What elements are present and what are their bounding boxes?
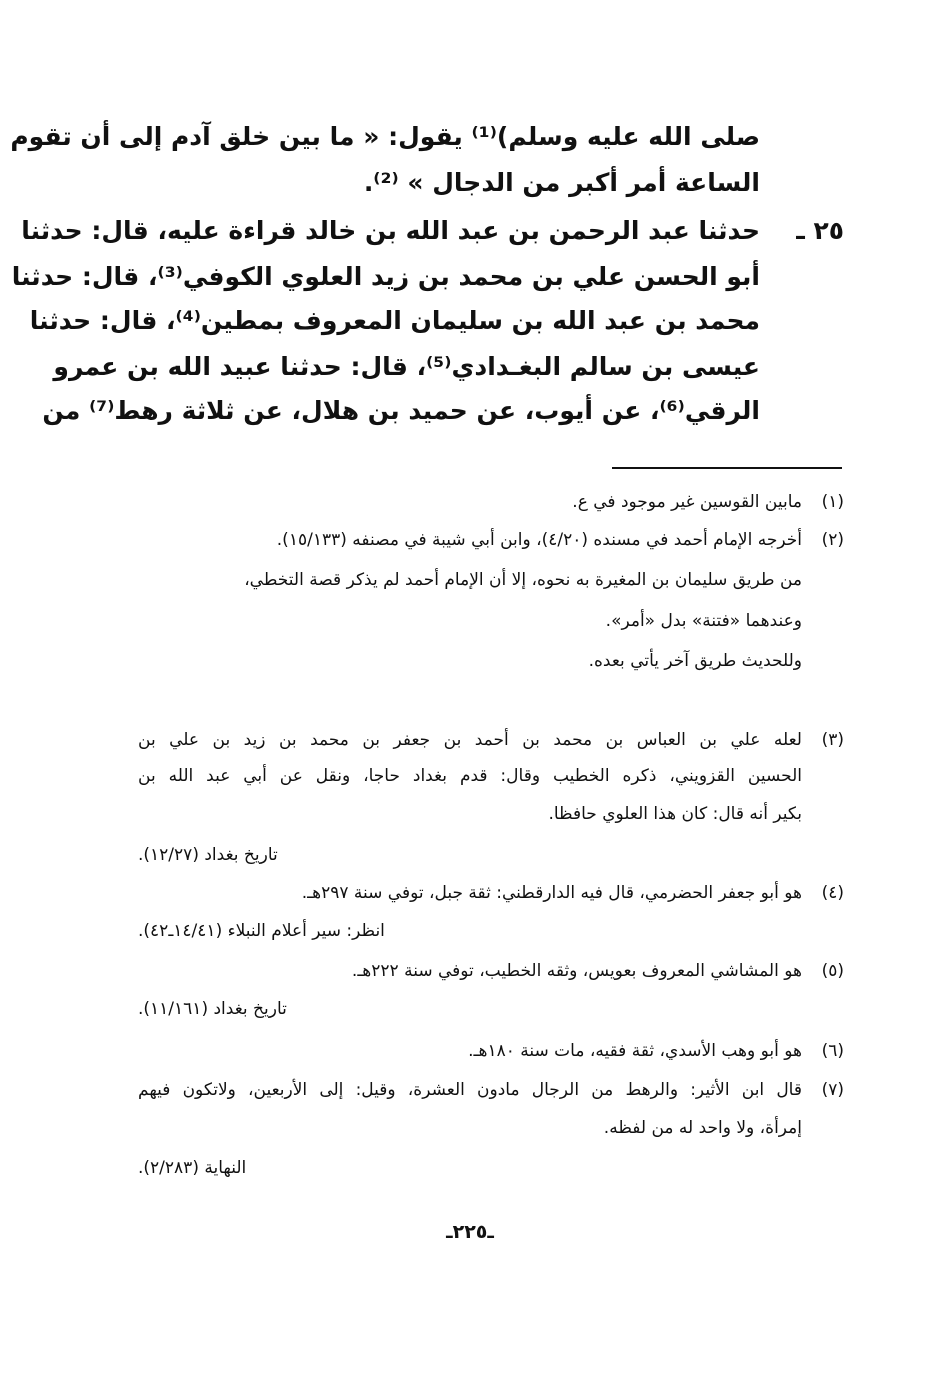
footnote-7-line-1: قال ابن الأثير: والرهط من الرجال مادون العشرة، وقيل: إلى الأربعين، ولاتكون فيهم xyxy=(138,1080,802,1100)
footnote-4-number: (٤) xyxy=(821,883,844,903)
footnote-separator xyxy=(612,467,842,469)
main-text-line-2: الساعة أمر أكبر من الدجال » ⁽²⁾. xyxy=(363,168,760,197)
footnote-3-line-1: لعله علي بن العباس بن محمد بن أحمد بن جعفر بن محمد بن زيد بن علي بن xyxy=(138,730,802,750)
footnote-2-line-3: وعندهما «فتنة» بدل «أمر». xyxy=(605,611,802,631)
footnote-4-reference: انظر: سير أعلام النبلاء (١٤/٤١ـ٤٢). xyxy=(138,921,385,941)
footnote-5-reference: تاريخ بغداد (١١/١٦١). xyxy=(138,999,287,1019)
footnote-4-line-1: هو أبو جعفر الحضرمي، قال فيه الدارقطني: ثقة جبل، توفي سنة ٢٩٧هـ. xyxy=(301,883,802,903)
footnote-7-reference: النهاية (٢/٢٨٣). xyxy=(138,1158,247,1178)
page-number: ـ٢٢٥ـ xyxy=(446,1221,494,1243)
footnote-5-number: (٥) xyxy=(821,961,844,981)
footnote-2-line-2: من طريق سليمان بن المغيرة به نحوه، إلا أن الإمام أحمد لم يذكر قصة التخطي، xyxy=(244,570,802,590)
footnote-6-line-1: هو أبو وهب الأسدي، ثقة فقيه، مات سنة ١٨٠هـ. xyxy=(468,1041,802,1061)
footnote-3-line-3: بكير أنه قال: كان هذا العلوي حافظا. xyxy=(548,804,802,824)
main-text-line-5: محمد بن عبد الله بن سليمان المعروف بمطين⁽⁴⁾، قال: حدثنا xyxy=(29,306,760,335)
footnote-3-number: (٣) xyxy=(821,730,844,750)
footnote-3-line-2: الحسين القزويني، ذكره الخطيب وقال: قدم بغداد حاجا، ونقل عن أبي عبد الله بن xyxy=(138,766,802,786)
footnote-7-number: (٧) xyxy=(821,1080,844,1100)
footnote-5-line-1: هو المشاشي المعروف بعويس، وثقه الخطيب، توفي سنة ٢٢٢هـ. xyxy=(351,961,802,981)
main-text-line-1: صلى الله عليه وسلم)⁽¹⁾ يقول: « ما بين خلق آدم إلى أن تقوم xyxy=(10,122,760,151)
main-text-line-7: الرقي⁽⁶⁾، عن أيوب، عن حميد بن هلال، عن ثلاثة رهط⁽⁷⁾ من xyxy=(42,396,760,425)
hadith-number: ٢٥ ـ xyxy=(796,216,844,245)
footnote-7-line-2: إمرأة، ولا واحد له من لفظه. xyxy=(603,1118,802,1138)
main-text-line-6: عيسى بن سالم البغـدادي⁽⁵⁾، قال: حدثنا عبيد الله بن عمرو xyxy=(53,352,760,381)
main-text-line-3: حدثنا عبد الرحمن بن عبد الله بن خالد قراءة عليه، قال: حدثنا xyxy=(21,216,760,245)
footnote-1-number: (١) xyxy=(821,492,844,512)
main-text-line-4: أبو الحسن علي بن محمد بن زيد العلوي الكوفي⁽³⁾، قال: حدثنا xyxy=(11,262,760,291)
footnote-6-number: (٦) xyxy=(821,1041,844,1061)
footnote-2-number: (٢) xyxy=(821,530,844,550)
footnote-2-line-1: أخرجه الإمام أحمد في مسنده (٤/٢٠)، وابن أبي شيبة في مصنفه (١٥/١٣٣). xyxy=(276,530,802,550)
footnote-1-text: مابين القوسين غير موجود في ع. xyxy=(572,492,802,512)
footnote-2-line-4: وللحديث طريق آخر يأتي بعده. xyxy=(588,651,802,671)
footnote-3-reference: تاريخ بغداد (١٢/٢٧). xyxy=(138,845,278,865)
